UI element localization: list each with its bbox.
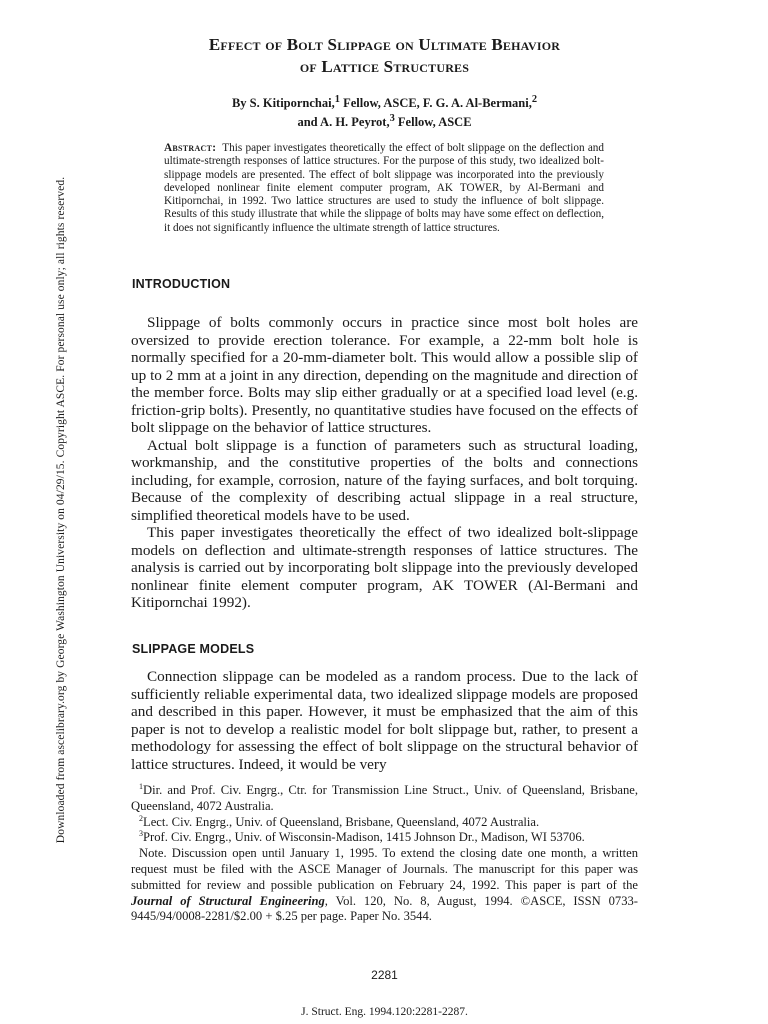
author-line-2: and A. H. Peyrot,$^3$ Fellow, ASCE: [297, 113, 472, 130]
footnotes: [131, 783, 638, 925]
title-line-1: Effect of Bolt Slippage on Ultimate Behavior: [208, 35, 561, 54]
paragraph: Actual bolt slippage is a function of parameters such as structural loading, workmanship, and the constitutive properties of the bolts and connections including, for example, corrosion, nature of the faying surfaces, and bolt torquing. Because of the complexity of describing actual slippage in a real structure, simplified theoretical models have to be used.: [131, 436, 638, 524]
paper-title: [131, 34, 638, 78]
abstract-label: Abstract:: [164, 142, 217, 154]
paragraph: Connection slippage can be modeled as a random process. Due to the lack of sufficiently reliable experimental data, two idealized slippage models are proposed and described in this paper. However, it must be emphasized that the aim of this paper is not to develop a realistic model for bolt slippage but, rather, to present a methodology for assessing the effect of bolt slippage on the structural behavior of lattice structures. Indeed, it would be very: [131, 668, 638, 773]
footnote-note: Note. Discussion open until January 1, 1995. To extend the closing date one month, a written request must be filed with the ASCE Manager of Journals. The manuscript for this paper was submitted for review and possible publication on February 24, 1992. This paper is part of the Journal of Structural Engineering, Vol. 120, No. 8, August, 1994. ©ASCE, ISSN 0733-9445/94/0008-2281/$2.00 + $.25 per page. Paper No. 3544.: [131, 846, 638, 924]
footnote-2: $^2$Lect. Civ. Engrg., Univ. of Queensland, Brisbane, Queensland, 4072 Australia.: [139, 813, 540, 829]
footnote-3: $^3$Prof. Civ. Engrg., Univ. of Wisconsin-Madison, 1415 Johnson Dr., Madison, WI 53706.: [139, 829, 585, 845]
journal-citation: J. Struct. Eng. 1994.120:2281-2287.: [301, 1006, 468, 1018]
abstract: [164, 142, 604, 235]
journal-name: Journal of Structural Engineering: [131, 893, 325, 908]
author-line-1: By S. Kitipornchai,$^1$ Fellow, ASCE, F. G. A. Al-Bermani,$^2$: [231, 94, 538, 111]
download-notice: Downloaded from ascelibrary.org by George Washington University on 04/29/15. Copyright ASCE. For personal use only; all rights reserved.: [55, 176, 67, 844]
paragraph: This paper investigates theoretically the effect of two idealized bolt-slippage models on deflection and ultimate-strength responses of lattice structures. The analysis is carried out by incorporating bolt slippage into the previously developed nonlinear finite element computer program, AK TOWER (Al-Bermani and Kitipornchai 1992).: [131, 524, 638, 611]
slippage-models-body: [131, 668, 638, 773]
abstract-text: This paper investigates theoretically the effect of bolt slippage on the deflection and ultimate-strength responses of lattice structures. For the purpose of this study, two idealized bolt-slippage models are presented. The effect of bolt slippage was incorporated into the previously developed nonlinear finite element computer program, AK TOWER, by Al-Bermani and Kitipornchai, in 1992. Two lattice structures are used to study the influence of bolt slippage. Results of this study illustrate that while the slippage of bolts may have some effect on deflection, it does not significantly influence the ultimate strength of lattice structures.: [164, 142, 604, 234]
footnote-1: $^1$Dir. and Prof. Civ. Engrg., Ctr. for Transmission Line Struct., Univ. of Queensland, Brisbane, Queensland, 4072 Australia.: [131, 781, 638, 813]
title-line-2: of Lattice Structures: [299, 57, 470, 76]
section-heading-slippage-models: SLIPPAGE MODELS: [132, 642, 255, 656]
page-number: 2281: [371, 968, 398, 982]
paragraph: Slippage of bolts commonly occurs in practice since most bolt holes are oversized to provide erection tolerance. For example, a 22-mm bolt hole is normally specified for a 20-mm-diameter bolt. This would allow a possible slip of up to 2 mm at a joint in any direction, depending on the magnitude and direction of the member force. Bolts may slip either gradually or at a specified load level (e.g. friction-grip bolts). Presently, no quantitative studies have focused on the effects of bolt slippage on the behavior of lattice structures.: [131, 314, 638, 436]
section-heading-introduction: INTRODUCTION: [132, 277, 231, 291]
author-list: [131, 92, 638, 130]
introduction-body: [131, 314, 638, 612]
